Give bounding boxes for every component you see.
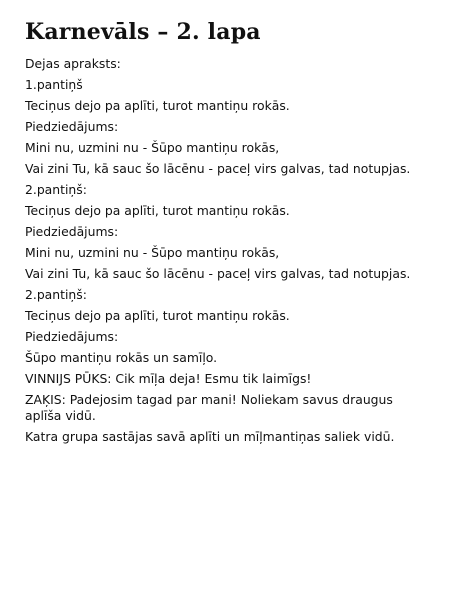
- verse-2-text: Teciņus dejo pa aplīti, turot mantiņu rokās.: [25, 203, 290, 218]
- chorus-3-line-1: Šūpo mantiņu rokās un samīļo.: [25, 350, 218, 365]
- rabbit-line: ZAĶIS: Padejosim tagad par mani! Noliekam savus draugus aplīša vidū.: [25, 392, 393, 423]
- chorus-1-line-1: Mini nu, uzmini nu - Šūpo mantiņu rokās,: [25, 140, 280, 155]
- chorus-1-heading: Piedziedājums:: [25, 119, 119, 134]
- verse-1-heading: 1.pantiņš: [25, 77, 83, 92]
- chorus-2-heading: Piedziedājums:: [25, 224, 119, 239]
- page-title: Karnevāls – 2. lapa: [25, 19, 261, 45]
- verse-3-text: Teciņus dejo pa aplīti, turot mantiņu rokās.: [25, 308, 290, 323]
- dance-description-heading: Dejas apraksts:: [25, 56, 121, 71]
- chorus-2-line-2: Vai zini Tu, kā sauc šo lācēnu - paceļ virs galvas, tad notupjas.: [25, 266, 411, 281]
- winnie-line: VINNIJS PŪKS: Cik mīļa deja! Esmu tik laimīgs!: [25, 371, 312, 386]
- verse-3-heading: 2.pantiņš:: [25, 287, 87, 302]
- closing-instruction: Katra grupa sastājas savā aplīti un mīļmantiņas saliek vidū.: [25, 429, 395, 444]
- chorus-3-heading: Piedziedājums:: [25, 329, 119, 344]
- chorus-1-line-2: Vai zini Tu, kā sauc šo lācēnu - paceļ virs galvas, tad notupjas.: [25, 161, 411, 176]
- chorus-2-line-1: Mini nu, uzmini nu - Šūpo mantiņu rokās,: [25, 245, 280, 260]
- verse-1-text: Teciņus dejo pa aplīti, turot mantiņu rokās.: [25, 98, 290, 113]
- verse-2-heading: 2.pantiņš:: [25, 182, 87, 197]
